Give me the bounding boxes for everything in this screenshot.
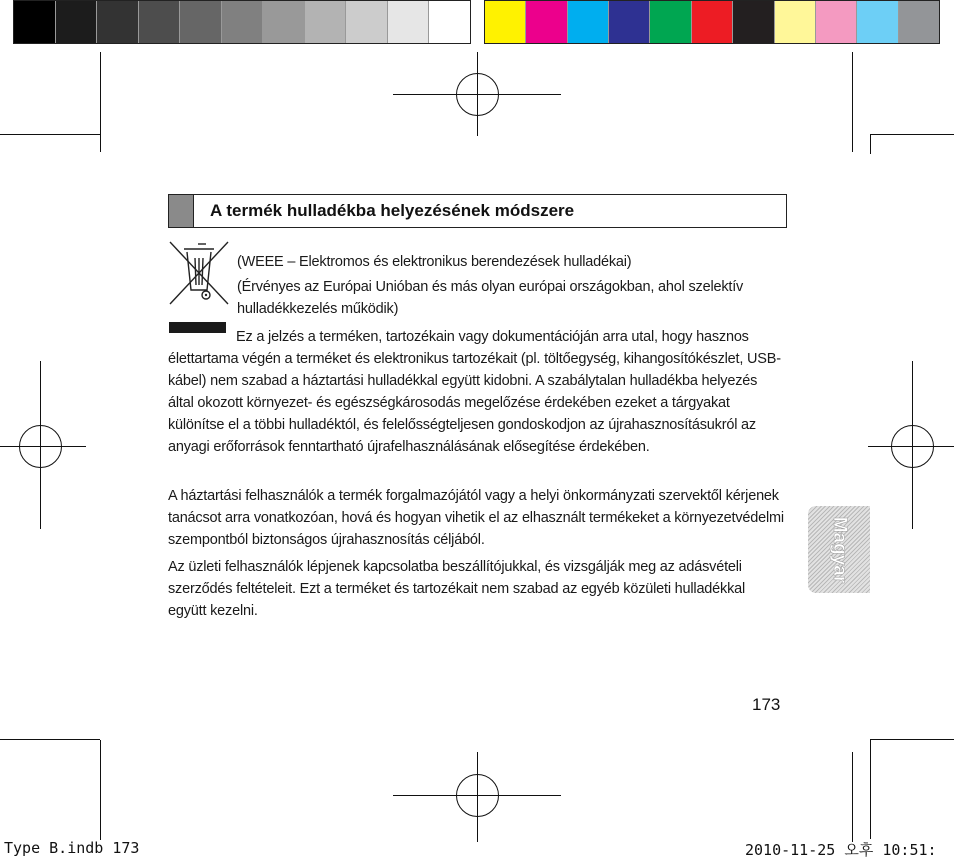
gray-swatch [97,1,139,43]
paragraph-disposal-warning: Ez a jelzés a terméken, tartozékain vagy dokumentációján arra utal, hogy hasznos élettartama végén a terméket és elektronikus tartozékait (pl. töltőegység, kihangosítókészlet, USB-kábel) nem szabad a háztartási hulladékkal együtt kidobni. A szabálytalan hulladékba helyezés által okozott környezet- és egészségkárosodás megelőzése érdekében ezeket a tárgyakat különítse el a többi hulladéktól, és felelősségteljesen gondoskodjon az újrahasznosításukról az anyagi erőforrások fenntartható újrafelhasználásának elősegítése érdekében. [168,329,781,455]
color-swatch [650,1,691,43]
eu-validity-note: (Érvényes az Európai Unióban és más olyan európai országokban, ahol szelektív hulladékkezelés működik) [237,279,744,317]
color-swatch [857,1,898,43]
section-marker [169,195,194,227]
color-swatch [816,1,857,43]
language-label: Magyar [829,516,850,583]
gray-swatch [139,1,181,43]
grayscale-calibration-bar [13,0,471,44]
gray-swatch [305,1,347,43]
page-number: 173 [752,695,781,714]
color-swatch [692,1,733,43]
color-swatch [733,1,774,43]
color-swatch [609,1,650,43]
color-swatch [899,1,939,43]
section-title: A termék hulladékba helyezésének módszere [210,201,575,220]
gray-swatch [388,1,430,43]
color-swatch [526,1,567,43]
gray-swatch [429,1,470,43]
gray-swatch [263,1,305,43]
paragraph-household-users: A háztartási felhasználók a termék forgalmazójától vagy a helyi önkormányzati szervektől kérjenek tanácsot arra vonatkozóan, hová és hogyan vihetik el az elhasznált termékeket a környezetvédelmi szempontból biztonságos újrahasznosítás céljából. [168,488,784,548]
gray-swatch [56,1,98,43]
color-swatch [775,1,816,43]
color-calibration-bar [484,0,940,44]
gray-swatch [222,1,264,43]
color-swatch [485,1,526,43]
gray-swatch [180,1,222,43]
weee-definition: (WEEE – Elektromos és elektronikus berendezések hulladékai) [237,254,632,270]
language-side-tab [808,506,870,593]
paragraph-business-users: Az üzleti felhasználók lépjenek kapcsolatba beszállítójukkal, és vizsgálják meg az adásvételi szerződés feltételeit. Ezt a terméket és tartozékait nem szabad az egyéb közületi hulladékkal együtt kezelni. [168,559,746,619]
footer-timestamp: 2010-11-25 오후 10:51: [745,841,937,859]
gray-swatch [346,1,388,43]
footer-file-info: Type B.indb 173 [4,839,140,857]
gray-swatch [14,1,56,43]
crossed-out-wheeled-bin-icon [168,240,230,306]
color-swatch [568,1,609,43]
section-header [168,194,787,228]
